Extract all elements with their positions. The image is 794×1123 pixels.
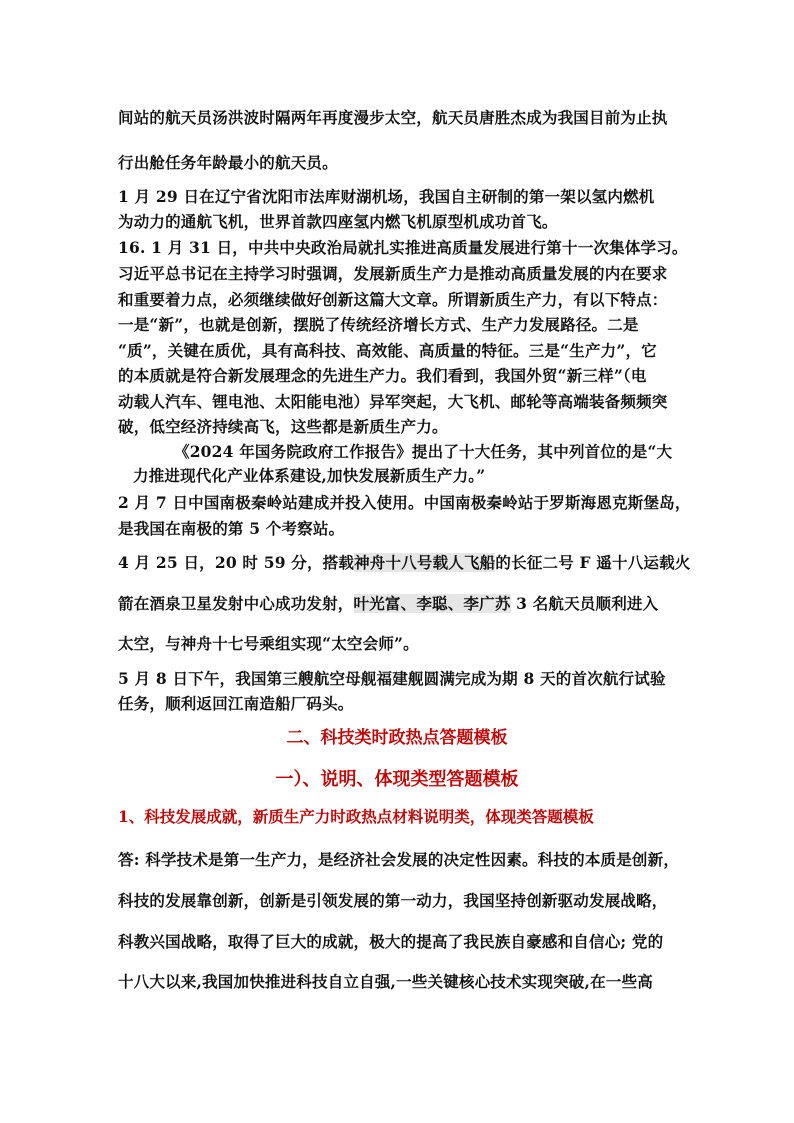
paragraph-line: 5 月 8 日下午，我国第三艘航空母舰福建舰圆满完成为期 8 天的首次航行试验 [118, 669, 666, 688]
paragraph-line: 力推进现代化产业体系建设,加快发展新质生产力。” [133, 466, 486, 485]
answer-line: 答: 科学技术是第一生产力，是经济社会发展的决定性因素。科技的本质是创新， [118, 850, 680, 869]
answer-line: 科教兴国战略，取得了巨大的成就，极大的提高了我民族自豪感和自信心; 党的 [118, 932, 664, 951]
highlighted-text: 神舟十八号载人飞船 [354, 553, 496, 572]
subsection-heading: 一）、说明、体现类型答题模板 [275, 769, 519, 790]
paragraph-line: 太空，与神舟十七号乘组实现“太空会师”。 [118, 634, 419, 653]
paragraph-line [118, 551, 691, 573]
paragraph-line: 动载人汽车、锂电池、太阳能电池）异军突起，大飞机、邮轮等高端装备频频突 [118, 392, 668, 411]
paragraph-line: 2 月 7 日中国南极秦岭站建成并投入使用。中国南极秦岭站于罗斯海恩克斯堡岛， [118, 493, 691, 512]
paragraph-line [118, 592, 658, 614]
paragraph-line: “质”，关键在质优，具有高科技、高效能、高质量的特征。三是“生产力”，它 [118, 341, 657, 360]
text-segment: 4 月 25 日，20 时 59 分，搭载 [118, 553, 355, 572]
paragraph-line: 为动力的通航飞机，世界首款四座氢内燃飞机原型机成功首飞。 [118, 212, 558, 231]
paragraph-line: 一是“新”，也就是创新，摆脱了传统经济增长方式、生产力发展路径。二是 [118, 315, 639, 334]
paragraph-line: 是我国在南极的第 5 个考察站。 [118, 519, 345, 538]
paragraph-line: 《2024 年国务院政府工作报告》提出了十大任务，其中列首位的是“大 [174, 442, 673, 461]
template-heading: 1、科技发展成就，新质生产力时政热点材料说明类，体现类答题模板 [118, 807, 594, 826]
paragraph-line: 行出舱任务年龄最小的航天员。 [118, 153, 338, 172]
answer-line: 十八大以来,我国加快推进科技自立自强,一些关键核心技术实现突破,在一些高 [118, 972, 653, 991]
paragraph-line: 间站的航天员汤洪波时隔两年再度漫步太空，航天员唐胜杰成为我国目前为止执 [118, 108, 668, 127]
paragraph-line: 习近平总书记在主持学习时强调，发展新质生产力是推动高质量发展的内在要求 [118, 264, 668, 283]
paragraph-line: 破，低空经济持续高飞，这些都是新质生产力。 [118, 417, 448, 436]
paragraph-line: 16. 1 月 31 日，中共中央政治局就扎实推进高质量发展进行第十一次集体学习。 [118, 238, 688, 257]
paragraph-line: 1 月 29 日在辽宁省沈阳市法库财湖机场，我国自主研制的第一架以氢内燃机 [118, 187, 655, 206]
section-heading: 二、科技类时政热点答题模板 [286, 728, 508, 748]
text-segment: 箭在酒泉卫星发射中心成功发射， [118, 594, 354, 613]
paragraph-line: 和重要着力点，必须继续做好创新这篇大文章。所谓新质生产力，有以下特点： [118, 290, 668, 309]
text-segment: 3 名航天员顺利进入 [510, 594, 659, 613]
answer-line: 科技的发展靠创新，创新是引领发展的第一动力，我国坚持创新驱动发展战略， [118, 891, 668, 910]
highlighted-text: 叶光富、李聪、李广苏 [353, 594, 511, 613]
paragraph-line: 的本质就是符合新发展理念的先进生产力。我们看到，我国外贸“新三样”（电 [118, 366, 647, 385]
text-segment: 的长征二号 F 遥十八运载火 [495, 553, 691, 572]
paragraph-line: 任务，顺利返回江南造船厂码头。 [118, 694, 354, 713]
